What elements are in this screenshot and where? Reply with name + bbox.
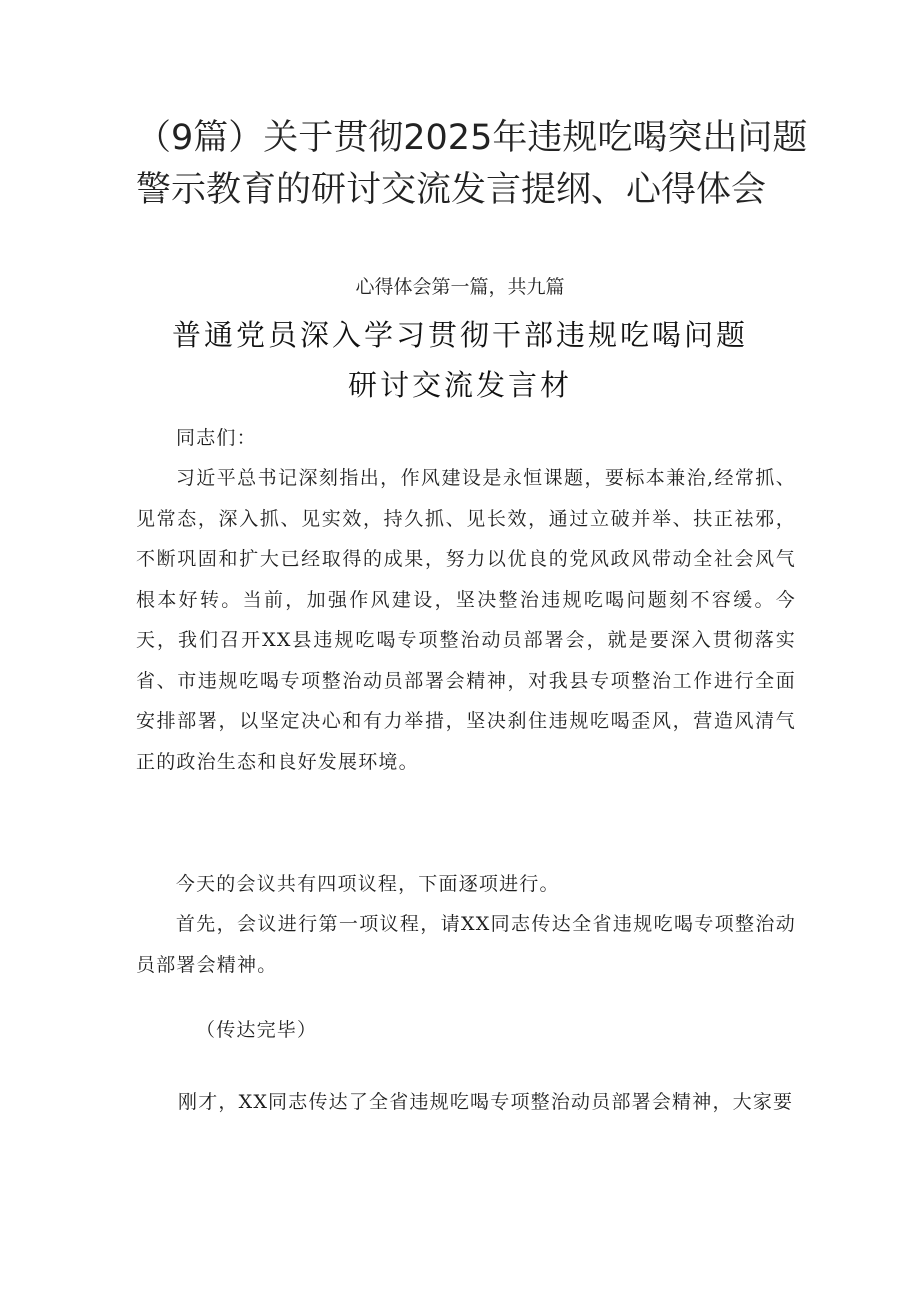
section-title-line-2: 研讨交流发言材 bbox=[347, 368, 572, 402]
body-paragraph-4: （传达完毕） bbox=[196, 1019, 318, 1041]
section-title bbox=[0, 310, 920, 410]
body-paragraph-5: 刚才，XX同志传达了全省违规吃喝专项整治动员部署会精神，大家要 bbox=[178, 1091, 794, 1113]
greeting: 同志们： bbox=[176, 427, 257, 449]
body-paragraph-3: 首先，会议进行第一项议程，请XX同志传达全省违规吃喝专项整治动员部署会精神。 bbox=[136, 913, 796, 976]
document-subtitle: 心得体会第一篇，共九篇 bbox=[355, 276, 565, 298]
body-paragraph-2: 今天的会议共有四项议程，下面逐项进行。 bbox=[175, 873, 560, 895]
section-title-line-1: 普通党员深入学习贯彻干部违规吃喝问题 bbox=[171, 318, 748, 352]
body-paragraph-1: 习近平总书记深刻指出，作风建设是永恒课题，要标本兼治,经常抓、见常态，深入抓、见实效，持久抓、见长效，通过立破并举、扶正祛邪，不断巩固和扩大已经取得的成果，努力以优良的党风政风带动全社会风气根本好转。当前，加强作风建设，坚决整治违规吃喝问题刻不容缓。今天，我们召开XX县违规吃喝专项整治动员部署会，就是要深入贯彻落实省、市违规吃喝专项整治动员部署会精神，对我县专项整治工作进行全面安排部署，以坚定决心和有力举措，坚决刹住违规吃喝歪风，营造风清气正的政治生态和良好发展环境。 bbox=[136, 467, 796, 773]
document-main-title: （9篇）关于贯彻2025年违规吃喝突出问题警示教育的研讨交流发言提纲、心得体会 bbox=[136, 118, 808, 210]
